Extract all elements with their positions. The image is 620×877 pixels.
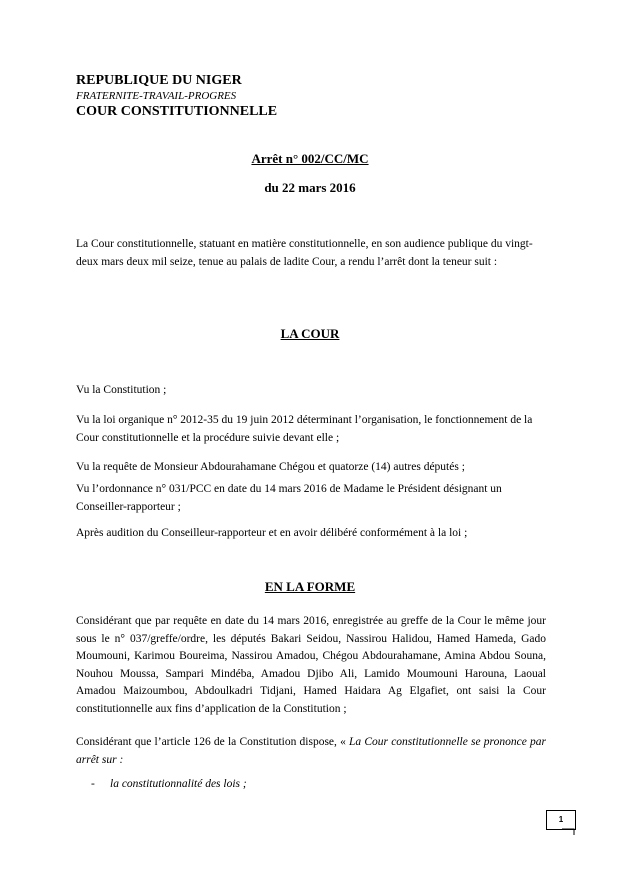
page-corner-fold-icon — [562, 828, 576, 836]
court-name: COUR CONSTITUTIONNELLE — [76, 104, 278, 119]
decision-date: du 22 mars 2016 — [264, 180, 356, 195]
national-motto: FRATERNITE-TRAVAIL-PROGRES — [76, 90, 237, 102]
intro-paragraph: La Cour constitutionnelle, statuant en matière constitutionnelle, en son audience publique du vingt-deux mars deux mil seize, tenue au palais de ladite Cour, a rendu l’arrêt dont la teneur suit : — [76, 238, 533, 268]
visa-organic-law: Vu la loi organique n° 2012-35 du 19 juin 2012 déterminant l’organisation, le fonctionnement de la Cour constitutionnelle et la procédure suivie devant elle ; — [76, 414, 533, 444]
visa-request: Vu la requête de Monsieur Abdourahamane Chégou et quatorze (14) autres députés ; — [76, 461, 465, 473]
visa-ordinance: Vu l’ordonnance n° 031/PCC en date du 14 mars 2016 de Madame le Président désignant un Conseiller-rapporteur ; — [76, 483, 502, 513]
considerant-2-quote: La Cour constitutionnelle se prononce par arrêt sur : — [76, 736, 546, 766]
bullet-dash: - — [91, 778, 95, 790]
country-name: REPUBLIQUE DU NIGER — [76, 73, 242, 88]
section-title-en-la-forme: EN LA FORME — [264, 579, 356, 594]
list-item — [91, 776, 247, 793]
decision-number: Arrêt n° 002/CC/MC — [251, 151, 369, 166]
considerant-paragraph-2 — [76, 734, 546, 769]
section-title-la-cour: LA COUR — [280, 326, 340, 341]
visa-hearing: Après audition du Conseilleur-rapporteur et en avoir délibéré conformément à la loi ; — [76, 527, 468, 539]
considerant-paragraph-1: Considérant que par requête en date du 14 mars 2016, enregistrée au greffe de la Cour le même jour sous le n° 037/greffe/ordre, les députés Bakari Seidou, Nassirou Halidou, Hamed Hameda, Gado Moumouni, Karimou Boureima, Nassirou Amadou, Chégou Abdourahamane, Amina Abdou Souna, Nouhou Moussa, Sampari Mindéba, Amadou Djibo Ali, Lamido Moumouni Harouna, Laoual Amadou Maizoumbou, Abdoulkadri Tidjani, Hamed Haidara Ag Elgafiet, ont saisi la Cour constitutionnelle aux fins d’application de la Constitution ; — [76, 615, 546, 715]
considerant-2-text: Considérant que l’article 126 de la Constitution dispose, « — [76, 736, 350, 748]
document-header — [76, 72, 277, 121]
visa-constitution: Vu la Constitution ; — [76, 384, 167, 396]
page-number: 1 — [546, 810, 576, 830]
bullet-text: la constitutionnalité des lois ; — [110, 778, 247, 790]
